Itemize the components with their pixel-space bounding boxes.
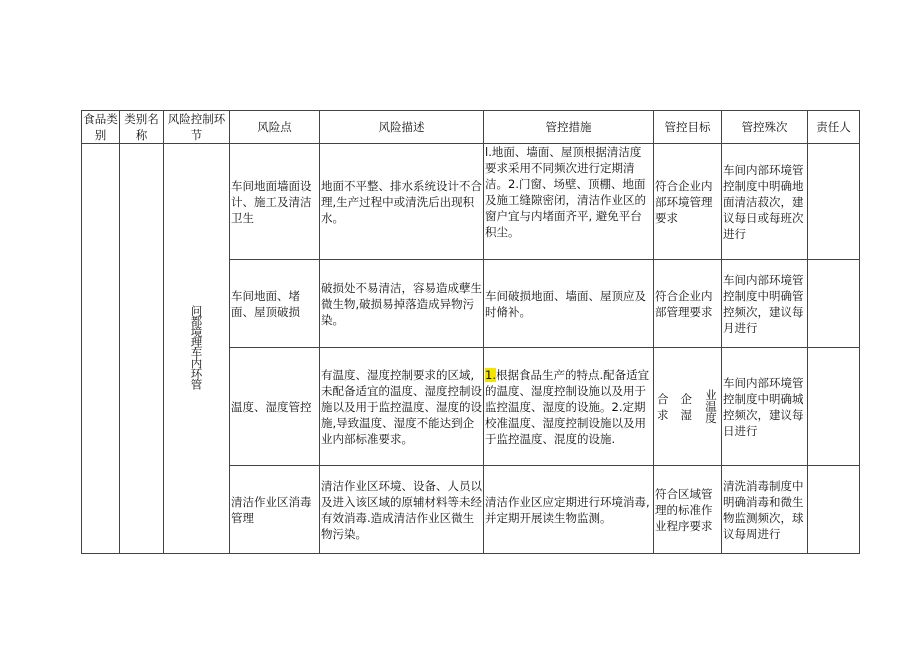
risk-description-cell: 地面不平整、排水系统设计不合理,生产过程中或清洗后出现积水。 [320,144,484,260]
risk-point-cell: 车间地面、堵面、屋顶破损 [230,260,320,348]
goal-fragment: 湿 [680,407,692,422]
goal-fragment: 合 [657,391,669,406]
risk-point-cell: 清洁作业区消毒管理 [230,466,320,554]
responsible-person-cell [808,260,860,348]
goal-fragment: 求 [657,407,669,422]
responsible-person-cell [808,466,860,554]
control-frequency-cell: 车间内部环境管控制度中明确地面清洁菽次，建议每日或每班次进行 [722,144,808,260]
control-frequency-cell: 清洗消毒制度中明确消毒和微生物监测频次，球议每周进行 [722,466,808,554]
table-row [82,144,860,260]
responsible-person-cell [808,348,860,466]
header-responsible-person: 责任人 [808,111,860,144]
risk-description-cell: 破损处不易清洁，容易造成孽生微生物,破损易掉落造成异物污染。 [320,260,484,348]
risk-description-cell: 有温度、湿度控制要求的区域,未配备适宜的温度、湿度控制设施以及用于监控温度、湿度的设施,导致温度、湿度不能达到企业内部标准要求。 [320,348,484,466]
control-measures-cell: l.地面、墙面、屋顶根据清洁度要求采用不同频次进行定期清洁。2.门窗、场壁、顶棚、地面及施工缝隙密闭，清洁作业区的窗户宜与内堵面齐平, 避免平台积尘。 [484,144,654,260]
control-measures-cell: 车间破损地面、墙面、屋顶应及时脩补。 [484,260,654,348]
risk-point-cell: 温度、湿度管控 [230,348,320,466]
header-category-name: 类别名称 [120,111,164,144]
goal-fragment: 业温度 [704,389,718,424]
header-risk-point: 风险点 [230,111,320,144]
category-name-cell [120,144,164,554]
header-row [82,111,860,144]
control-goal-cell: 符合企业内部环境管理要求 [654,144,722,260]
goal-fragment: 企 [680,391,692,406]
responsible-person-cell [808,144,860,260]
control-stage-cell [164,144,230,554]
control-frequency-cell: 车间内部环境管控制度中明确城控频次，建议每日进行 [722,348,808,466]
risk-point-cell: 车间地面墙面设计、施工及清洁卫生 [230,144,320,260]
control-goal-cell: 符合企业内部管理要求 [654,260,722,348]
control-stage-text: 问都境理车内环管 [189,304,204,389]
risk-control-table [81,110,860,554]
header-food-category: 食品类别 [83,112,118,142]
control-goal-fragments [655,389,720,424]
header-control-measures: 管控措施 [484,111,654,144]
highlight-mark: 1. [485,367,496,382]
header-control-goal: 管控目标 [654,111,722,144]
control-goal-cell: 符合区域管理的标准作业程序要求 [654,466,722,554]
control-frequency-cell: 车间内部环境管控制度中明确管控频次，建议每月进行 [722,260,808,348]
header-risk-description: 风险描述 [320,111,484,144]
risk-description-cell: 清洁作业区环境、设备、人员以及进入该区域的原辅材料等未经有效消毒.造成清洁作业区微生物污染。 [320,466,484,554]
header-control-frequency: 管控殊次 [722,111,808,144]
control-measures-text: 根据食品生产的特点.配备适宜的温度、湿度控制设施以及用于监控温度、湿度的设施。2.定期校准温度、湿度控制设施以及用于监控温度、混度的设施. [485,367,650,446]
control-goal-cell [654,348,722,466]
control-measures-cell [484,348,654,466]
food-category-cell [82,144,120,554]
header-control-stage: 风险控制环节 [164,111,230,144]
control-measures-cell: 清洁作业区应定期进行环境消毒,并定期开展读生物监测。 [484,466,654,554]
